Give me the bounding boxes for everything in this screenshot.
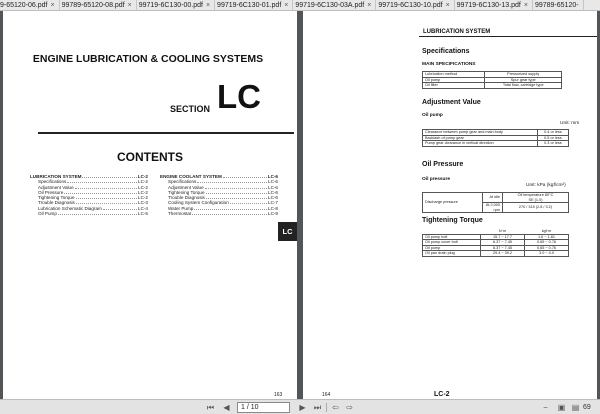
table-row	[423, 251, 569, 257]
table-cell: Clearance between pump gear and main body	[423, 130, 538, 136]
toc-leader	[194, 207, 267, 210]
torque-heading: Tightening Torque	[422, 217, 483, 224]
toc-entry-page: LC-6	[267, 174, 278, 179]
toc-entry-title: Thermostat	[168, 211, 192, 217]
toc-entry-title: Trouble Diagnosis	[38, 200, 75, 206]
section-label: SECTION	[170, 104, 211, 114]
table-cell: 1.6 ~ 1.81	[525, 234, 569, 240]
tab-pdf-file[interactable]	[533, 0, 584, 11]
tab-label: 99719-6C130-01.pdf	[217, 2, 282, 9]
unit-kpa: Unit: kPa (kgf/cm²)	[526, 183, 566, 188]
page-title: ENGINE LUBRICATION & COOLING SYSTEMS	[32, 53, 264, 65]
table-cell: 0.5 or less	[537, 135, 568, 141]
table-cell: 0.65 ~ 0.76	[525, 240, 569, 246]
toc-leader	[75, 186, 137, 189]
toc-leader	[205, 186, 267, 189]
pdf-page-left	[3, 11, 297, 399]
last-page-icon[interactable]: ⏭	[313, 403, 322, 412]
forward-icon[interactable]: ⇨	[346, 403, 353, 412]
toc-entry-page: LC-2	[138, 189, 148, 195]
table-cell: Oil pan drain plug	[423, 251, 481, 257]
toc-entry-page: LC-6	[268, 189, 278, 195]
oil-pressure-label: Oil pressure	[422, 177, 450, 182]
torque-table	[422, 229, 569, 257]
toc-entry-page: LC-2	[138, 195, 148, 201]
oil-pressure-heading: Oil Pressure	[422, 161, 464, 168]
table-cell: Spur gear type	[485, 77, 562, 83]
close-icon[interactable]: ×	[367, 2, 372, 9]
cond-sub: SE (1.0)	[528, 197, 543, 202]
toc-leader	[76, 196, 138, 199]
specifications-heading: Specifications	[422, 48, 470, 55]
pressure-row-label: Discharge pressure	[423, 193, 483, 213]
toc-entry-page: LC-2	[138, 179, 148, 185]
table-cell: 6.37 ~ 7.45	[481, 245, 525, 251]
table-header-cell: N·m	[498, 229, 507, 234]
tab-pdf-file[interactable]	[60, 0, 137, 11]
tab-pdf-file[interactable]	[455, 0, 533, 11]
main-specs-table	[422, 71, 562, 89]
toc-leader	[192, 212, 267, 215]
toc-entry-title: Trouble Diagnosis	[168, 195, 205, 201]
table-row	[423, 141, 569, 147]
toc-entry-title: Adjustment Value	[168, 184, 204, 190]
title-divider	[38, 132, 294, 134]
table-cell: Backlash of pump gear	[423, 135, 538, 141]
toc-leader	[197, 180, 267, 183]
idle-label: At idle	[483, 193, 503, 203]
toc-leader	[82, 175, 136, 178]
table-cell: Pump gear clearance in vertical direction	[423, 141, 538, 147]
tab-pdf-file[interactable]	[215, 0, 293, 11]
toc-entry-page: LC-3	[138, 200, 148, 206]
toc-entry-title: Specifications	[38, 179, 67, 185]
tab-label: 99789-65120-08.pdf	[61, 2, 125, 9]
fit-page-icon[interactable]: ▣	[557, 403, 566, 412]
pdf-toolbar	[0, 399, 600, 414]
table-cell: Total flow, cartridge type	[485, 83, 562, 89]
toc-entry-title: Oil Pressure	[38, 189, 64, 195]
table-cell: 3.0 ~ 4.0	[525, 251, 569, 257]
tab-label: 99789-65120-	[534, 2, 579, 9]
cond-cell	[503, 193, 569, 203]
first-page-icon[interactable]: ⏮	[206, 403, 215, 412]
tab-bar	[0, 0, 600, 11]
toc-column-1	[30, 174, 148, 216]
document-viewer[interactable]	[0, 11, 600, 399]
toc-leader	[76, 201, 137, 204]
close-icon[interactable]: ×	[127, 2, 132, 9]
toc-leader	[64, 191, 137, 194]
rpm-value: 270 / 315 (2.8 / 3.2)	[503, 203, 569, 213]
tab-label: 99719-6C130-03A.pdf	[295, 2, 365, 9]
close-icon[interactable]: ×	[50, 2, 55, 9]
toc-entry-title: Tightening Torque	[38, 195, 75, 201]
toc-entry-title: LUBRICATION SYSTEM	[30, 174, 82, 179]
table-cell: Oil pump bolt	[423, 234, 481, 240]
table-cell: 0.4 or less	[537, 130, 568, 136]
toc-leader	[67, 180, 137, 183]
toc-entry[interactable]	[30, 211, 148, 216]
close-icon[interactable]: ×	[445, 2, 450, 9]
table-cell: Oil filter	[423, 83, 485, 89]
toc-entry-page: LC-4	[138, 205, 148, 211]
toc-entry-page: LC-9	[268, 211, 278, 217]
page-number: 163	[274, 392, 283, 398]
page-number: 164	[322, 392, 331, 398]
table-cell: Pressurized supply	[485, 72, 562, 78]
page-header: LUBRICATION SYSTEM	[419, 29, 597, 37]
toc-leader	[206, 191, 268, 194]
toc-entry-page: LC-6	[268, 195, 278, 201]
close-icon[interactable]: ×	[284, 2, 289, 9]
toc-entry-title: Adjustment Value	[38, 184, 74, 190]
tab-label: 9-65120-06.pdf	[0, 2, 48, 9]
toc-entry-page: LC-6	[268, 179, 278, 185]
table-row	[423, 130, 569, 136]
toc-entry[interactable]	[160, 211, 278, 216]
page-number-input[interactable]: 1 / 10	[237, 402, 290, 413]
pdf-page-right	[303, 11, 597, 399]
toc-entry-page: LC-7	[268, 200, 278, 206]
rpm-label: At 2,000 rpm	[483, 203, 503, 213]
table-cell: 0.3 or less	[537, 141, 568, 147]
table-cell: 15.7 ~ 17.7	[481, 234, 525, 240]
table-cell: 29.4 ~ 39.2	[481, 251, 525, 257]
zoom-level[interactable]: 69	[583, 404, 591, 411]
toc-leader	[58, 212, 137, 215]
table-row	[423, 234, 569, 240]
toc-entry-title: Cooling System Configuration	[168, 200, 229, 206]
zoom-out-icon[interactable]: −	[543, 403, 548, 412]
tab-pdf-file[interactable]	[0, 0, 60, 11]
table-cell: Oil pump	[423, 77, 485, 83]
toc-entry-page: LC-6	[268, 184, 278, 190]
adjustment-table	[422, 129, 569, 147]
cond-header: Oil temperature 80°C	[517, 193, 554, 197]
close-icon[interactable]: ×	[523, 2, 528, 9]
toc-entry-page: LC-5	[138, 211, 148, 217]
toc-leader	[103, 207, 137, 210]
previous-page-icon[interactable]: ◀	[223, 403, 230, 412]
tab-pdf-file[interactable]	[376, 0, 454, 11]
main-specs-heading: MAIN SPECIFICATIONS	[422, 62, 476, 67]
tab-pdf-file[interactable]	[137, 0, 215, 11]
tab-label: 99719-6C130-10.pdf	[378, 2, 443, 9]
next-page-icon[interactable]: ▶	[299, 403, 306, 412]
table-header-cell: kgf·m	[541, 229, 552, 234]
table-cell: Lubrication method	[423, 72, 485, 78]
table-cell: Oil pump	[423, 245, 481, 251]
unit-mm: Unit: mm	[560, 121, 580, 126]
toc-entry-page: LC-2	[138, 184, 148, 190]
table-cell: 0.65 ~ 0.76	[525, 245, 569, 251]
contents-heading: CONTENTS	[117, 150, 183, 164]
toc-leader	[223, 175, 267, 178]
toc-entry-title: Oil Pump	[38, 211, 57, 217]
tab-pdf-file[interactable]	[293, 0, 376, 11]
toc-entry-page: LC-8	[268, 205, 278, 211]
adjustment-heading: Adjustment Value	[422, 99, 481, 106]
table-cell: Oil pump cover bolt	[423, 240, 481, 246]
oil-pressure-table	[422, 192, 569, 213]
toc-entry-title: Tightening Torque	[168, 189, 205, 195]
toc-entry-title: Lubrication Schematic Diagram	[38, 205, 102, 211]
table-row	[423, 240, 569, 246]
tab-label: 99719-6C130-13.pdf	[456, 2, 521, 9]
section-code: LC	[217, 78, 261, 115]
toc-column-2	[160, 174, 278, 216]
back-icon[interactable]: ⇦	[332, 403, 339, 412]
toc-entry-title: Specifications	[168, 179, 197, 185]
toc-leader	[206, 196, 267, 199]
oil-pump-label: Oil pump	[422, 113, 443, 118]
toc-entry-title: ENGINE COOLANT SYSTEM	[160, 174, 222, 179]
tab-label: 99719-6C130-00.pdf	[138, 2, 203, 9]
page-code: LC-2	[434, 391, 450, 398]
table-cell: 6.37 ~ 7.45	[481, 240, 525, 246]
fit-width-icon[interactable]: ▤	[571, 403, 580, 412]
toc-entry-page: LC-2	[137, 174, 148, 179]
toolbar-divider	[326, 403, 327, 412]
toc-entry-title: Water Pump	[168, 205, 194, 211]
section-side-tab: LC	[278, 222, 297, 241]
close-icon[interactable]: ×	[205, 2, 211, 9]
table-row	[423, 83, 562, 89]
toc-leader	[230, 201, 267, 204]
